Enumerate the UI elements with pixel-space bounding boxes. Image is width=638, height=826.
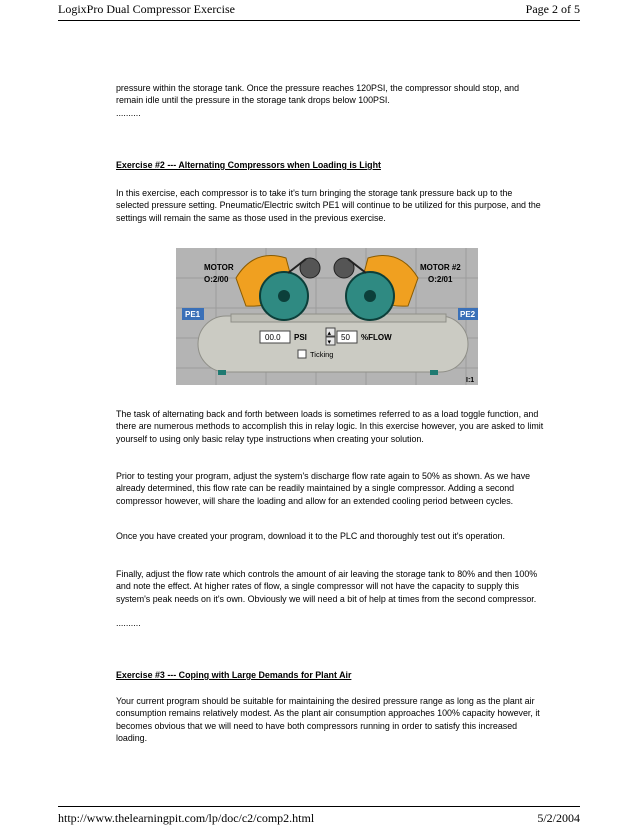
exercise-3-paragraph-1: Your current program should be suitable for maintaining the desired pressure range as long as the plant air consumption remains relatively modest. As the plant air consumption approaches 100% capacity however, it becomes obvious that we will need to have both compressors running in order to satisfy this increased loading. (116, 696, 540, 744)
exercise-2-paragraph-4: Once you have created your program, download it to the PLC and thoroughly test out it's operation. (116, 531, 505, 541)
psi-value: 00.0 (265, 333, 281, 342)
compressor-2-hub (364, 290, 376, 302)
footer-rule (58, 806, 580, 807)
ellipsis-1: .......... (116, 108, 141, 118)
flow-spin-down-icon: ▾ (327, 338, 332, 346)
footer-url[interactable]: http://www.thelearningpit.com/lp/doc/c2/comp2.html (58, 811, 315, 825)
exercise-2-paragraph-1: In this exercise, each compressor is to take it's turn bringing the storage tank pressure back up to the selected pressure setting. Pneumatic/Electric switch PE1 will continue to be utilized for this purpose, and the settings will remain the same as those used in the previous exercise. (116, 188, 541, 223)
exercise-2-paragraph-3: Prior to testing your program, adjust the system's discharge flow rate again to 50% as shown. As we have already determined, this flow rate can be readily maintained by a single compressor. Adding a second compressor however, will share the loading and allow for an extended cooling period between cycles. (116, 471, 531, 506)
exercise-2-heading: Exercise #2 --- Alternating Compressors when Loading is Light (116, 160, 381, 170)
pe2-label: PE2 (460, 310, 476, 319)
motor-2-address: O:2/01 (428, 275, 453, 284)
compressor-1-hub (278, 290, 290, 302)
ticking-label: Ticking (310, 350, 334, 359)
header-title: LogixPro Dual Compressor Exercise (58, 2, 235, 16)
footer-date: 5/2/2004 (537, 811, 580, 825)
header-page-number: Page 2 of 5 (525, 2, 580, 16)
flow-value: 50 (341, 333, 350, 342)
page-header (58, 0, 580, 22)
motor-1-label: MOTOR (204, 263, 234, 272)
tank-top-rail (231, 314, 446, 322)
exercise-3-heading: Exercise #3 --- Coping with Large Demands for Plant Air (116, 670, 352, 680)
input-corner-label: I:1 (466, 377, 475, 384)
psi-unit: PSI (294, 333, 307, 342)
ticking-checkbox[interactable] (298, 350, 306, 358)
pe1-label: PE1 (185, 310, 201, 319)
exercise-2-paragraph-5: Finally, adjust the flow rate which controls the amount of air leaving the storage tank to 80% and then 100% and note the effect. At higher rates of flow, a single compressor will not have the capacity to supply this system's peak needs on it's own. Obviously we will need a bit of help at times from the second compressor. (116, 569, 538, 604)
tank-foot-left (218, 370, 226, 375)
motor-1-address: O:2/00 (204, 275, 229, 284)
motor-2-label: MOTOR #2 (420, 263, 461, 272)
intro-paragraph: pressure within the storage tank. Once the pressure reaches 120PSI, the compressor should stop, and remain idle until the pressure in the storage tank drops below 100PSI. (116, 83, 520, 106)
ellipsis-2: .......... (116, 618, 141, 628)
tank-foot-right (430, 370, 438, 375)
flow-unit: %FLOW (361, 333, 392, 342)
dual-compressor-figure (176, 248, 478, 385)
exercise-2-paragraph-2: The task of alternating back and forth between loads is sometimes referred to as a load toggle function, and there are numerous methods to accomplish this in relay logic. In this exercise however, you are asked to limit yourself to using only basic relay type instructions when creating your solution. (116, 409, 544, 444)
page-footer (58, 806, 580, 824)
flow-spin-up-icon: ▴ (327, 329, 332, 337)
header-rule (58, 20, 580, 21)
